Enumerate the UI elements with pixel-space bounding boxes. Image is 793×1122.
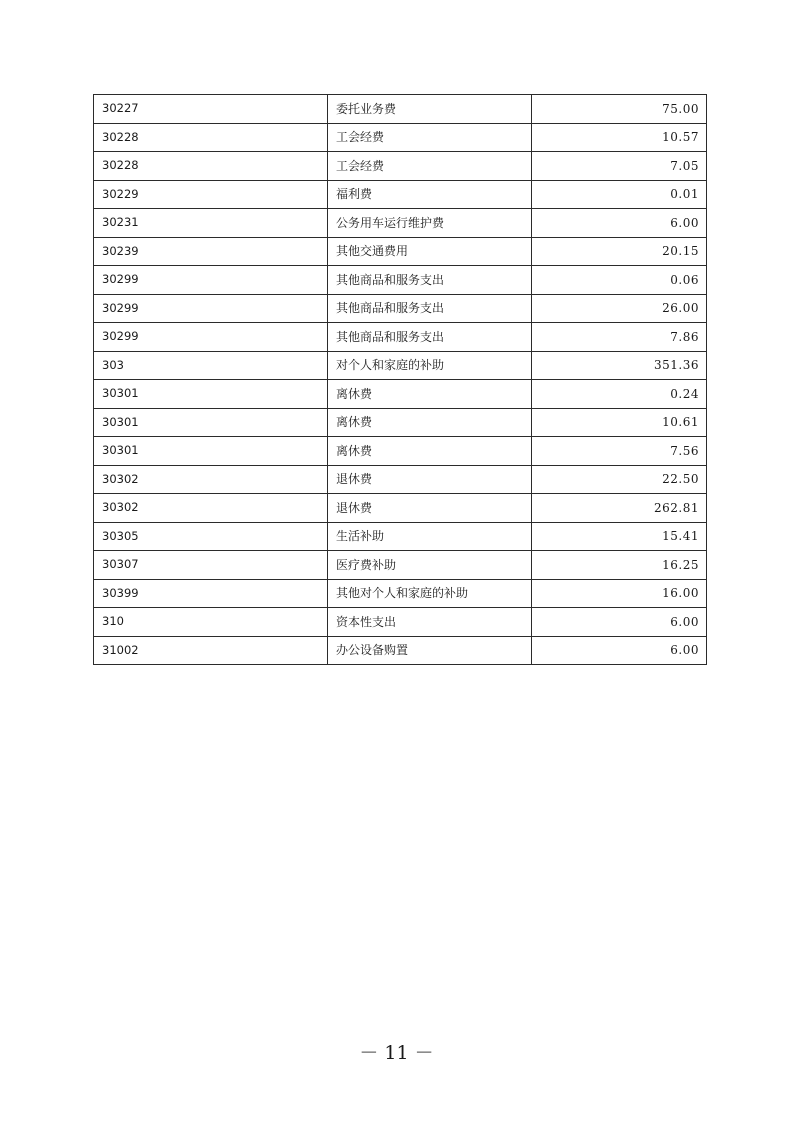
table-row — [94, 180, 707, 209]
row-code: 30231 — [94, 209, 328, 238]
row-amount: 22.50 — [532, 465, 707, 494]
table-row — [94, 237, 707, 266]
row-code: 30302 — [94, 494, 328, 523]
row-amount: 7.86 — [532, 323, 707, 352]
row-code: 30299 — [94, 266, 328, 295]
row-code: 30299 — [94, 323, 328, 352]
row-amount: 6.00 — [532, 608, 707, 637]
row-amount: 7.05 — [532, 152, 707, 181]
table-row — [94, 95, 707, 124]
row-amount: 351.36 — [532, 351, 707, 380]
row-name: 其他商品和服务支出 — [328, 323, 532, 352]
row-name: 对个人和家庭的补助 — [328, 351, 532, 380]
row-code: 30239 — [94, 237, 328, 266]
row-code: 30302 — [94, 465, 328, 494]
table-row — [94, 636, 707, 665]
row-code: 30299 — [94, 294, 328, 323]
row-code: 30228 — [94, 152, 328, 181]
row-name: 工会经费 — [328, 123, 532, 152]
row-name: 其他商品和服务支出 — [328, 294, 532, 323]
row-amount: 6.00 — [532, 209, 707, 238]
row-name: 退休费 — [328, 494, 532, 523]
row-name: 生活补助 — [328, 522, 532, 551]
row-code: 30227 — [94, 95, 328, 124]
row-code: 30301 — [94, 437, 328, 466]
row-amount: 10.57 — [532, 123, 707, 152]
row-name: 离休费 — [328, 380, 532, 409]
row-name: 离休费 — [328, 408, 532, 437]
row-code: 30307 — [94, 551, 328, 580]
table-row — [94, 380, 707, 409]
row-amount: 0.01 — [532, 180, 707, 209]
table-row — [94, 579, 707, 608]
table-body — [94, 95, 707, 665]
row-code: 303 — [94, 351, 328, 380]
row-name: 离休费 — [328, 437, 532, 466]
row-code: 30399 — [94, 579, 328, 608]
expenditure-table-container — [93, 94, 706, 665]
row-name: 其他商品和服务支出 — [328, 266, 532, 295]
row-name: 退休费 — [328, 465, 532, 494]
row-amount: 16.25 — [532, 551, 707, 580]
table-row — [94, 494, 707, 523]
table-row — [94, 437, 707, 466]
row-amount: 20.15 — [532, 237, 707, 266]
row-amount: 10.61 — [532, 408, 707, 437]
row-name: 其他交通费用 — [328, 237, 532, 266]
row-name: 资本性支出 — [328, 608, 532, 637]
row-name: 委托业务费 — [328, 95, 532, 124]
row-code: 31002 — [94, 636, 328, 665]
row-code: 30229 — [94, 180, 328, 209]
table-row — [94, 209, 707, 238]
row-code: 310 — [94, 608, 328, 637]
table-row — [94, 465, 707, 494]
row-name: 公务用车运行维护费 — [328, 209, 532, 238]
row-amount: 6.00 — [532, 636, 707, 665]
table-row — [94, 351, 707, 380]
row-name: 医疗费补助 — [328, 551, 532, 580]
table-row — [94, 608, 707, 637]
table-row — [94, 152, 707, 181]
expenditure-table — [93, 94, 707, 665]
table-row — [94, 551, 707, 580]
row-amount: 7.56 — [532, 437, 707, 466]
row-amount: 262.81 — [532, 494, 707, 523]
row-name: 其他对个人和家庭的补助 — [328, 579, 532, 608]
table-row — [94, 408, 707, 437]
row-amount: 75.00 — [532, 95, 707, 124]
row-amount: 0.06 — [532, 266, 707, 295]
table-row — [94, 294, 707, 323]
row-amount: 15.41 — [532, 522, 707, 551]
row-amount: 16.00 — [532, 579, 707, 608]
row-amount: 0.24 — [532, 380, 707, 409]
row-code: 30301 — [94, 408, 328, 437]
row-code: 30305 — [94, 522, 328, 551]
table-row — [94, 266, 707, 295]
page-number: － 11 － — [359, 1042, 434, 1064]
row-name: 工会经费 — [328, 152, 532, 181]
table-row — [94, 522, 707, 551]
row-name: 福利费 — [328, 180, 532, 209]
table-row — [94, 323, 707, 352]
row-amount: 26.00 — [532, 294, 707, 323]
row-code: 30228 — [94, 123, 328, 152]
row-code: 30301 — [94, 380, 328, 409]
table-row — [94, 123, 707, 152]
row-name: 办公设备购置 — [328, 636, 532, 665]
